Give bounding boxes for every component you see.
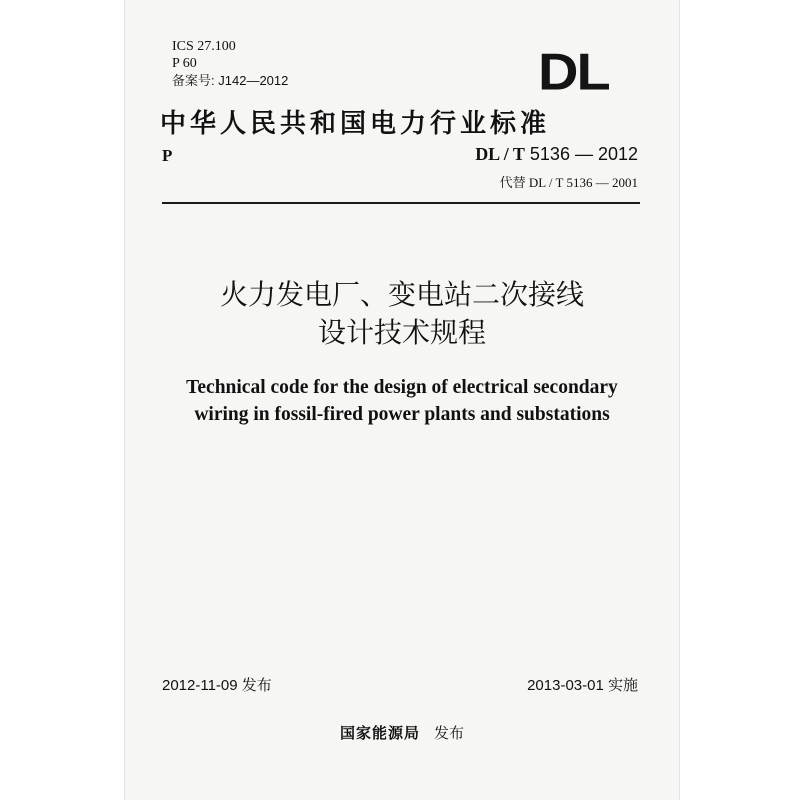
p-code: P 60 bbox=[172, 56, 197, 71]
publish-label: 发布 bbox=[434, 724, 465, 742]
classification-code: P bbox=[162, 146, 173, 165]
implementation-date: 2013-03-01 实施 bbox=[527, 677, 638, 694]
dl-logo: DL bbox=[538, 42, 609, 101]
standard-prefix: DL / T bbox=[475, 144, 525, 164]
issuing-standard-title: 中华人民共和国电力行业标准 bbox=[160, 109, 551, 139]
ics-code: ICS 27.100 bbox=[172, 39, 236, 54]
record-value: J142—2012 bbox=[218, 73, 289, 88]
english-title-line-2: wiring in fossil-fired power plants and substations bbox=[194, 404, 610, 425]
standard-number-value: 5136 — 2012 bbox=[529, 144, 638, 164]
chinese-title-line-1: 火力发电厂、变电站二次接线 bbox=[219, 278, 584, 311]
english-title-line-1: Technical code for the design of electrical secondary bbox=[186, 377, 618, 398]
english-title bbox=[125, 374, 679, 428]
record-number bbox=[172, 72, 288, 89]
chinese-title bbox=[125, 276, 679, 352]
issue-date: 2012-11-09 发布 bbox=[162, 677, 272, 694]
record-label: 备案号: bbox=[172, 73, 215, 88]
standard-number bbox=[475, 144, 638, 165]
header-divider bbox=[162, 202, 640, 204]
replaces-standard: 代替 DL / T 5136 — 2001 bbox=[499, 175, 638, 190]
publisher-name: 国家能源局 bbox=[339, 724, 420, 742]
document-metadata bbox=[172, 38, 288, 89]
publisher bbox=[125, 722, 679, 743]
chinese-title-line-2: 设计技术规程 bbox=[317, 316, 486, 349]
